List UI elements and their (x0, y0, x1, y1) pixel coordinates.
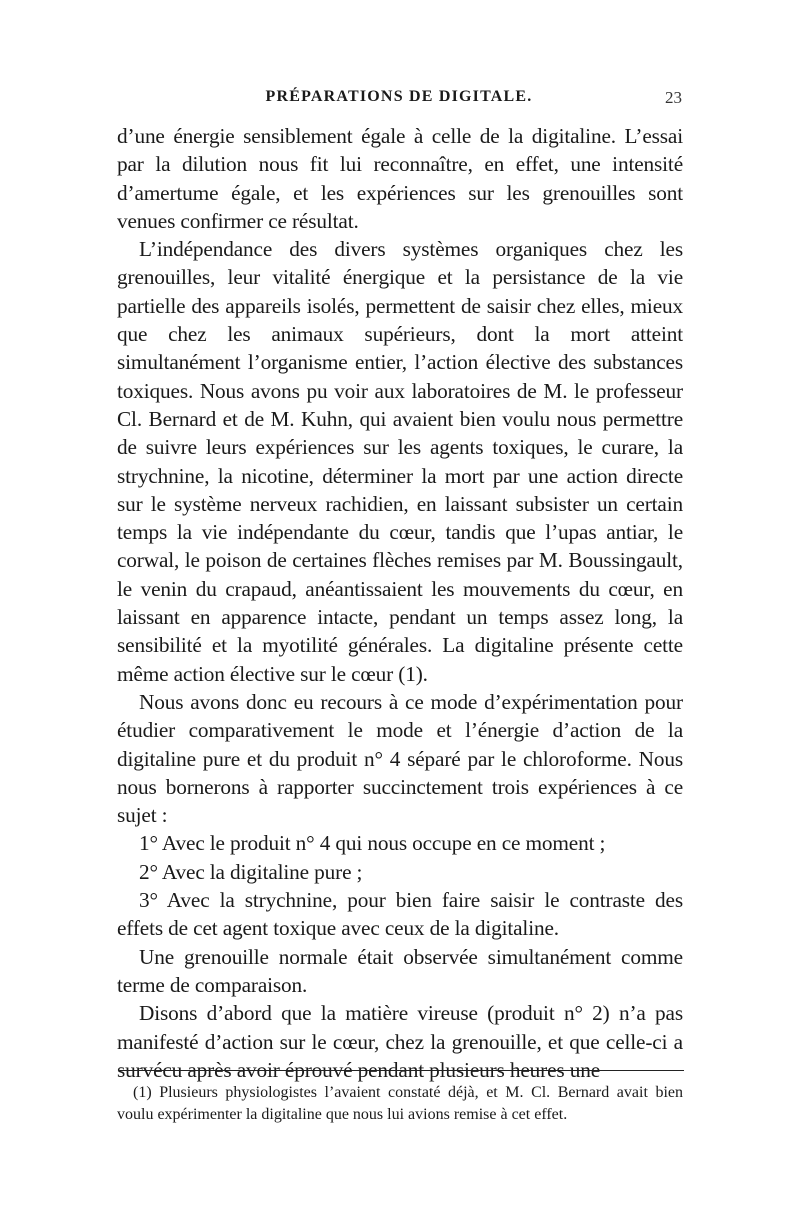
running-head-title: PRÉPARATIONS DE DIGITALE. (265, 88, 533, 105)
paragraph-continuation: d’une énergie sensiblement égale à celle de la digitaline. L’essai par la dilution nous fit lui reconnaître, en effet, une intensité d’amertume égale, et les expériences sur les grenouilles sont venues confirmer ce résultat. (117, 124, 683, 233)
footnote-text: (1) Plusieurs physiologistes l’avaient constaté déjà, et M. Cl. Bernard avait bien voulu expérimenter la digitaline que nous lui avions remise à cet effet. (117, 1084, 683, 1123)
footnote-divider (118, 1070, 684, 1071)
running-head (116, 88, 682, 112)
paragraph-grenouille: Une grenouille normale était observée simultanément comme terme de comparaison. (117, 944, 683, 997)
list-item-strychnine: 3° Avec la strychnine, pour bien faire saisir le contraste des effets de cet agent toxique avec ceux de la digitaline. (117, 888, 683, 941)
body-text (117, 122, 683, 1084)
paragraph-matiere-vireuse: Disons d’abord que la matière vireuse (produit n° 2) n’a pas manifesté d’action sur le cœur, chez la grenouille, et que celle-ci a survécu après avoir éprouvé pendant plusieurs heures une (117, 1001, 683, 1082)
list-item-digitaline: 2° Avec la digitaline pure ; (139, 859, 363, 884)
list-item-produit-4: 1° Avec le produit n° 4 qui nous occupe en ce moment ; (139, 831, 606, 856)
paragraph-experimentation: Nous avons donc eu recours à ce mode d’expérimentation pour étudier comparativement le mode et l’énergie d’action de la digitaline pure et du produit n° 4 séparé par le chloroforme. Nous nous bornerons à rapporter succinctement trois expériences à ce sujet : (117, 689, 683, 828)
paragraph-independance: L’indépendance des divers systèmes organiques chez les grenouilles, leur vitalité énergique et la persistance de la vie partielle des appareils isolés, permettent de saisir chez elles, mieux que chez les animaux supérieurs, dont la mort atteint simultanément l’organisme entier, l’action élective des substances toxiques. Nous avons pu voir aux laboratoires de M. le professeur Cl. Bernard et de M. Kuhn, qui avaient bien voulu nous permettre de suivre leurs expériences sur les agents toxiques, le curare, la strychnine, la nicotine, déterminer la mort par une action directe sur le système nerveux rachidien, en laissant subsister un certain temps la vie indépendante du cœur, tandis que l’upas antiar, le corwal, le poison de certaines flèches remises par M. Boussingault, le venin du crapaud, anéantissaient les mouvements du cœur, en laissant en apparence intacte, pendant un temps assez long, la sensibilité et la myotilité générales. La digitaline présente cette même action élective sur le cœur (1). (117, 237, 683, 686)
footnote (117, 1082, 683, 1126)
page-number: 23 (665, 88, 682, 107)
